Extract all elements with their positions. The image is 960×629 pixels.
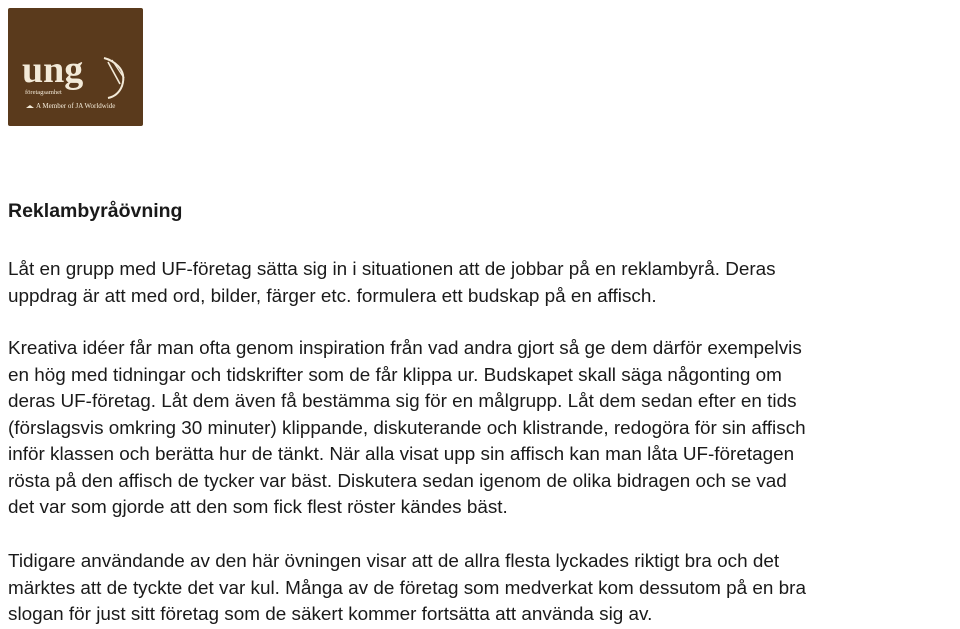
paragraph-line: slogan för just sitt företag som de säkert kommer fortsätta att använda sig av. <box>8 604 653 625</box>
logo-subtitle: företagsamhet <box>25 89 62 96</box>
paragraph-line: (förslagsvis omkring 30 minuter) klippande, diskuterande och klistrande, redogöra för sin affisch <box>8 417 806 439</box>
paragraph-2 <box>8 336 960 522</box>
paragraph-line: Kreativa idéer får man ofta genom inspiration från vad andra gjort så ge dem därför exempelvis <box>8 338 802 359</box>
paragraph-line: Tidigare användande av den här övningen visar att de allra flesta lyckades riktigt bra och det <box>8 551 780 572</box>
paragraph-line: det var som gjorde att den som fick flest röster kändes bäst. <box>8 497 508 518</box>
paragraph-line: inför klassen och berätta hur de tänkt. När alla visat upp sin affisch kan man låta UF-företagen <box>8 444 795 465</box>
logo-swoosh <box>104 58 123 98</box>
paragraph-1 <box>8 257 960 310</box>
logo-wordmark: ung <box>22 49 84 91</box>
logo-graphic <box>8 8 143 126</box>
paragraph-3 <box>8 549 960 629</box>
paragraph-line: en hög med tidningar och tidskrifter som de får klippa ur. Budskapet skall säga någonting om <box>8 364 782 386</box>
document-title: Reklambyråövning <box>8 200 183 222</box>
paragraph-line: rösta på den affisch de tycker var bäst. Diskutera sedan igenom de olika bidragen och se vad <box>8 470 787 492</box>
paragraph-line: deras UF-företag. Låt dem även få bestämma sig för en målgrupp. Låt dem sedan efter en tids <box>8 391 797 412</box>
logo-tagline: A Member of JA Worldwide <box>36 102 116 110</box>
ung-foretagsamhet-logo <box>8 8 143 126</box>
paragraph-line: Låt en grupp med UF-företag sätta sig in i situationen att de jobbar på en reklambyrå. Deras <box>8 259 776 280</box>
paragraph-line: märktes att de tyckte det var kul. Många av de företag som medverkat kom dessutom på en bra <box>8 577 806 599</box>
paragraph-line: uppdrag är att med ord, bilder, färger etc. formulera ett budskap på en affisch. <box>8 285 657 307</box>
